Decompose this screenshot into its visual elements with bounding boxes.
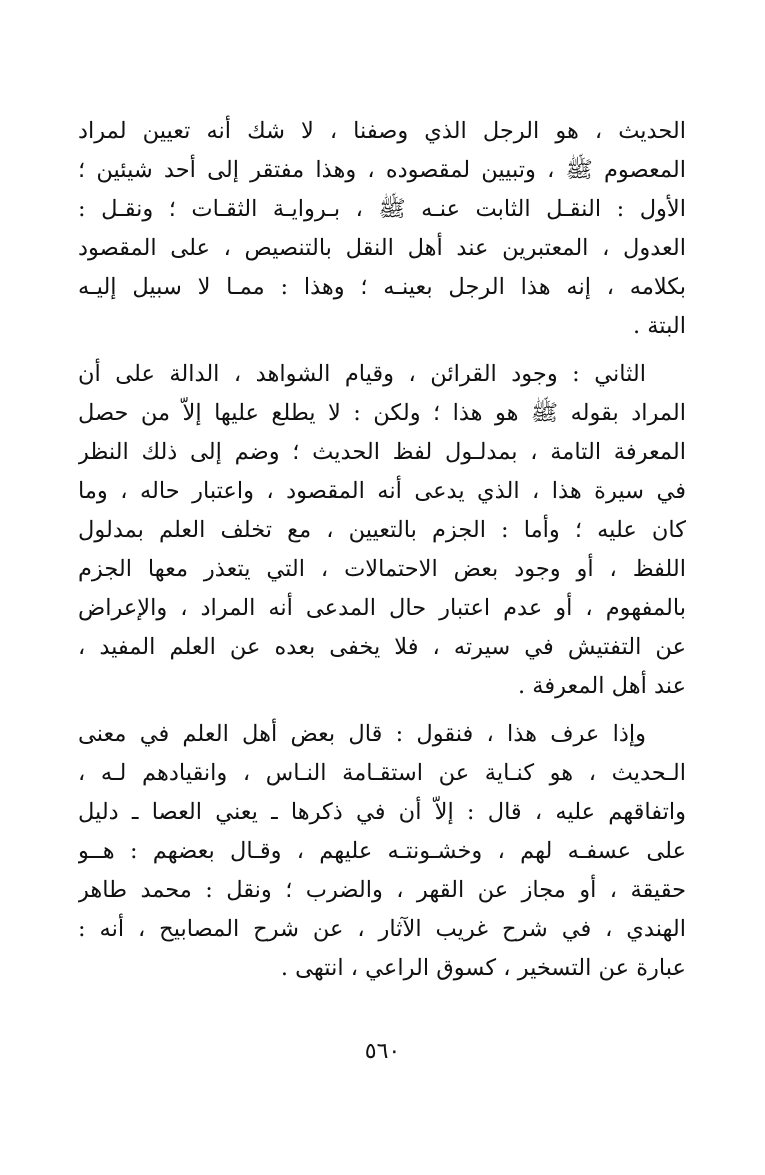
paragraph-gap — [78, 706, 686, 715]
text-line: عبارة عن التسخير ، كسوق الراعي ، انتهى . — [280, 955, 686, 981]
text-line: اللفظ ، أو وجود بعض الاحتمالات ، التي يتعذر معها الجزم — [78, 556, 686, 582]
text-line: واتفاقهم عليه ، قال : إلاّ أن في ذكرها ـ يعني العصا ـ دليل — [78, 799, 686, 825]
text-line: حقيقة ، أو مجاز عن القهر ، والضرب ؛ ونقل : محمد طاهر — [78, 877, 686, 903]
text-line: بالمفهوم ، أو عدم اعتبار حال المدعى أنه المراد ، والإعراض — [78, 595, 686, 621]
text-line: الأول : النقـل الثابت عنـه ﷺ ، بـروايـة الثقـات ؛ ونقـل : — [78, 196, 686, 222]
text-line: عن التفتيش في سيرته ، فلا يخفى بعده عن العلم المفيد ، — [78, 634, 686, 660]
text-line: الحديث ، هو الرجل الذي وصفنا ، لا شك أنه تعيين لمراد — [78, 118, 686, 144]
text-line: كان عليه ؛ وأما : الجزم بالتعيين ، مع تخلف العلم بمدلول — [78, 517, 686, 543]
text-line: الهندي ، في شرح غريب الآثار ، عن شرح المصابيح ، أنه : — [78, 916, 686, 942]
page-number: ٥٦٠ — [364, 1039, 401, 1064]
text-line: الـحديث ، هو كنـاية عن استقـامة النـاس ، وانقيادهم لـه ، — [78, 760, 686, 786]
text-line: في سيرة هذا ، الذي يدعى أنه المقصود ، واعتبار حاله ، وما — [78, 478, 686, 504]
text-line: على عسفـه لهم ، وخشـونتـه عليهم ، وقـال بعضهم : هــو — [78, 838, 686, 864]
text-line: وإذا عرف هذا ، فنقول : قال بعض أهل العلم في معنى — [78, 721, 646, 747]
text-line: البتة . — [632, 313, 686, 339]
text-line: العدول ، المعتبرين عند أهل النقل بالتنصيص ، على المقصود — [78, 235, 686, 261]
paragraph-gap — [78, 346, 686, 355]
text-line: المعصوم ﷺ ، وتبيين لمقصوده ، وهذا مفتقر إلى أحد شيئين ؛ — [78, 157, 686, 183]
paragraph-1 — [78, 112, 686, 346]
text-line: المعرفة التامة ، بمدلـول لفظ الحديث ؛ وضم إلى ذلك النظر — [78, 439, 686, 465]
text-line: المراد بقوله ﷺ هو هذا ؛ ولكن : لا يطلع عليها إلاّ من حصل — [78, 400, 686, 426]
paragraph-3 — [78, 715, 686, 988]
text-line: الثاني : وجود القرائن ، وقيام الشواهد ، الدالة على أن — [78, 361, 646, 387]
text-line: بكلامه ، إنه هذا الرجل بعينـه ؛ وهذا : ممـا لا سبيل إليـه — [78, 274, 686, 300]
text-line: عند أهل المعرفة . — [518, 673, 686, 699]
paragraph-2 — [78, 355, 686, 706]
page-body — [78, 112, 686, 988]
